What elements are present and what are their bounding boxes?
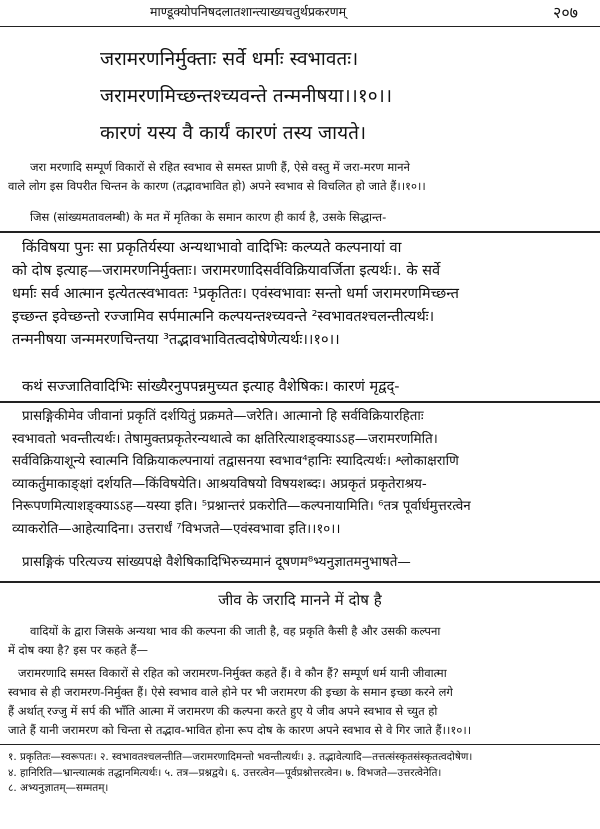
section-heading: जीव के जरादि मानने में दोष है [218,591,382,609]
text-line: व्याकरोति—आहेत्यादिना। उत्तरार्धं ⁷विभजते—एवंस्वभावा इति।।१०।। [12,521,341,537]
footnotes [8,750,593,797]
text-line: स्वभावतो भवन्तीत्यर्थः। तेषामुक्तप्रकृतेरन्यथात्वे का क्षतिरित्याशङ्क्याऽऽह—जरामरणमिति। [12,431,438,447]
footnote-line: ८. अभ्यनुज्ञातम्—सम्मतम्। [8,782,109,794]
running-header [0,0,600,27]
text-line: निरूपणमित्याशङ्क्याऽऽह—यस्या इति। ⁵प्रश्नान्तरं प्रकरोति—कल्पनायामिति। ⁶तत्र पूर्वार्धमुत्तरत्वेन [12,499,471,514]
bhashya-commentary-continued [12,375,596,398]
section-divider [0,231,600,233]
text-line: कथं सज्जातिवादिभिः सांख्यैरनुपपन्नमुच्यत इत्याह वैशेषिकः। कारणं मृद्वद्- [22,378,400,395]
text-line: जिस (सांख्यमतावलम्बी) के मत में मृतिका के समान कारण ही कार्य है, उसके सिद्धान्त- [30,210,387,224]
text-line: किंविषया पुनः सा प्रकृतिर्यस्या अन्यथाभावो वादिभिः कल्प्यते कल्पनायां वा [22,239,402,256]
text-line: प्रासङ्गिकीमेव जीवानां प्रकृतिं दर्शयितुं प्रक्रमते—जरेति। आत्मानो हि सर्वविक्रियारहिताः [22,409,424,424]
section-divider [0,581,600,583]
text-line: को दोष इत्याह—जरामरणनिर्मुक्ताः। जरामरणादिसर्वविक्रियावर्जिता इत्यर्थः।. के सर्वे [12,262,441,279]
text-line: हैं अर्थात् रज्जु में सर्प की भाँति आत्मा में जरामरण की कल्पना करते हुए ये जीव अपने स्वभाव से च्युत हो [8,704,438,718]
text-line: वादियों के द्वारा जिसके अन्यथा भाव की कल्पना की जाती है, वह प्रकृति कैसी है और उसकी कल्पना [30,624,441,638]
hindi-translation-verse-11 [8,208,593,227]
text-line: जरा मरणादि सम्पूर्ण विकारों से रहित स्वभाव से समस्त प्राणी हैं, ऐसे वस्तु में जरा-मरण मानने [30,160,410,174]
text-line: जरामरणादि समस्त विकारों से रहित को जरामरण-निर्मुक्त कहते हैं। वे कौन हैं? सम्पूर्ण धर्म यानी जीवात्मा [18,666,447,680]
text-line: में दोष क्या है? इस पर कहते हैं— [8,643,148,657]
verse-line-1: जरामरणनिर्मुक्ताः सर्वे धर्माः स्वभावतः। [100,48,359,70]
footnote-line: ४. हानिरिति—भ्रान्त्यात्मकं तद्धानमित्यर्थः। ५. तत्र—प्रश्नद्वये। ६. उत्तरत्वेन—पूर्वप्रश्नोत्तरत्वेन। ७. विभजते—उत्तरत्वेनेति। [8,766,442,779]
verse-line-3: कारणं यस्य वै कार्यं कारणं तस्य जायते। [100,122,367,144]
text-line: वाले लोग इस विपरीत चिन्तन के कारण (तद्भावभावित हो) अपने स्वभाव से विचलित हो जाते हैं।।१०।। [8,179,426,193]
text-line: धर्माः सर्व आत्मान इत्येतत्स्वभावतः ¹प्रकृतितः। एवंस्वभावाः सन्तो धर्मा जरामरणमिच्छन्त [12,285,460,302]
hindi-translation-verse-10 [8,158,593,196]
verse-line-2: जरामरणमिच्छन्तश्च्यवन्ते तन्मनीषया।।१०।। [100,85,393,107]
text-line: सर्वविक्रियाशून्ये स्वात्मनि विक्रियाकल्पनायां तद्वासनया स्वभाव⁴हानिः स्यादित्यर्थः। श्लोकाक्षराणि [12,454,459,469]
text-line: तन्मनीषया जन्ममरणचिन्तया ³तद्भावभावितत्वदोषेणेत्यर्थः।।१०।। [12,331,340,348]
tika-subcommentary [12,406,596,541]
text-line: इच्छन्त इवेच्छन्तो रज्जामिव सर्पमात्मनि कल्पयन्तश्च्यवन्ते ²स्वभावतश्चलन्तीत्यर्थः। [12,308,435,325]
text-line: स्वभाव से ही जरामरण-निर्मुक्त हैं। ऐसे स्वभाव वाले होने पर भी जरामरण की इच्छा के समान इच्छा करने लगे [8,685,453,699]
page-number: २०७ [553,3,578,22]
text-line: व्याकर्तुमाकाङ्क्षां दर्शयति—किंविषयेति। आश्रयविषयो विषयशब्दः। अप्रकृतं प्रकृतेराश्रय- [12,476,427,492]
text-line: जाते हैं यानी जरामरण को चिन्ता से तद्भाव-भावित होना रूप दोष के कारण अपने स्वभाव से वे गिर जाते हैं।।१०।। [8,723,472,737]
tika-subcommentary-continued [12,552,596,575]
section-divider [0,401,600,403]
bhashya-commentary [12,236,596,351]
text-line: प्रासङ्गिकं परित्यज्य सांख्यपक्षे वैशेषिकादिभिरुच्यमानं दूषणम⁸भ्यनुज्ञातमनुभाषते— [22,555,411,570]
footnote-line: १. प्रकृतितः—स्वरूपतः। २. स्वभावतश्चलन्तीति—जरामरणादिमन्तो भवन्तीत्यर्थः। ३. तद्भावेत्यादि—तत्तत्संस्कृतसंस्कृतत्वदोषेण। [8,751,473,763]
hindi-explanation-intro [8,622,593,660]
header-title: माण्डूक्योपनिषदलातशान्त्याख्यचतुर्थप्रकरणम् [150,4,347,19]
hindi-explanation-body [8,664,593,740]
footnote-divider [0,744,600,745]
